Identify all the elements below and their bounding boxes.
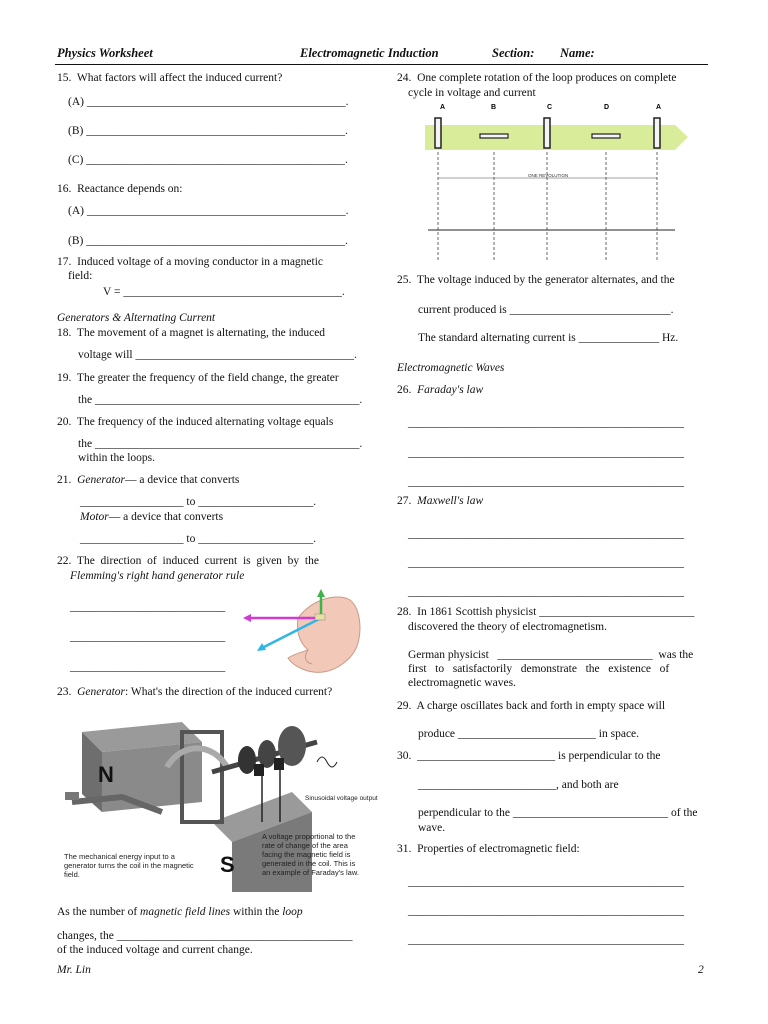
- q21-motor: Motor— a device that converts: [80, 511, 224, 523]
- q22: 22. The direction of induced current is given by the: [57, 555, 319, 567]
- q26: 26. Faraday's law: [397, 384, 484, 396]
- header-section: Section:: [492, 46, 535, 60]
- rot-label-1: B: [491, 104, 497, 111]
- sinusoidal-label: Sinusoidal voltage output: [305, 795, 378, 802]
- q27-blank-3: ________________________________________________: [408, 586, 684, 598]
- footer-teacher: Mr. Lin: [57, 964, 91, 976]
- as-tail: of the induced voltage and current change.: [57, 944, 253, 956]
- q27-blank-1: ________________________________________________: [408, 528, 684, 540]
- q15: 15. What factors will affect the induced current?: [57, 72, 283, 84]
- q19: 19. The greater the frequency of the field change, the greater: [57, 372, 339, 384]
- q30-d: wave.: [418, 822, 446, 834]
- q30-c: perpendicular to the ___________________________ of the: [418, 807, 698, 819]
- q15-a: (A) _____________________________________________.: [68, 96, 349, 108]
- q31-blank-1: ________________________________________________: [408, 876, 684, 888]
- q27-blank-2: ________________________________________________: [408, 557, 684, 569]
- as-changes: changes, the _________________________________________: [57, 930, 353, 942]
- q29-produce: produce ________________________ in space.: [418, 728, 640, 740]
- loop-c: [544, 118, 550, 148]
- rot-label-4: A: [656, 104, 662, 111]
- q17-field: field:: [68, 270, 93, 282]
- q28-d: first to satisfactorily demonstrate the existence of: [408, 663, 670, 675]
- q31: 31. Properties of electromagnetic field:: [397, 843, 580, 855]
- loop-d: [592, 134, 620, 138]
- q21-motor-blanks: __________________ to ____________________.: [80, 533, 317, 545]
- rot-label-2: C: [547, 104, 553, 111]
- header-rule: [55, 64, 708, 65]
- generator-figure: [62, 712, 378, 896]
- q29: 29. A charge oscillates back and forth in empty space will: [397, 700, 666, 712]
- q22-blank-2: ___________________________: [70, 631, 226, 643]
- rot-label-3: D: [604, 104, 610, 111]
- magenta-arrowhead: [243, 614, 251, 622]
- page-number: 2: [698, 964, 704, 976]
- rotation-diagram: [420, 100, 690, 265]
- magnet-s-label: S: [220, 852, 235, 877]
- conductor: [315, 614, 325, 620]
- q28: 28. In 1861 Scottish physicist ___________________________: [397, 606, 695, 618]
- brush-1: [254, 764, 264, 776]
- section-em-waves: Electromagnetic Waves: [397, 362, 505, 374]
- q25-current: current produced is ____________________________.: [418, 304, 674, 316]
- q15-c: (C) _____________________________________________.: [68, 154, 348, 166]
- q22-blank-1: ___________________________: [70, 601, 226, 613]
- q16-a: (A) _____________________________________________.: [68, 205, 349, 217]
- q20: 20. The frequency of the induced alternating voltage equals: [57, 416, 334, 428]
- q17-formula: V = ______________________________________.: [103, 286, 345, 298]
- q28-german: German physicist ___________________________ was the: [408, 649, 694, 661]
- q31-blank-2: ________________________________________________: [408, 905, 684, 917]
- header-title: Physics Worksheet: [57, 46, 153, 60]
- loop-a2: [654, 118, 660, 148]
- q21: 21. Generator— a device that converts: [57, 474, 240, 486]
- loop-a: [435, 118, 441, 148]
- section-generators: Generators & Alternating Current: [57, 312, 216, 324]
- q24-b: cycle in voltage and current: [408, 87, 536, 99]
- q30-b: ________________________, and both are: [418, 779, 619, 791]
- loop-b: [480, 134, 508, 138]
- caption-left: The mechanical energy input to a generator turns the coil in the magnetic field.: [64, 852, 194, 879]
- field-arrow-band: [425, 125, 688, 150]
- q20-tail: within the loops.: [78, 452, 155, 464]
- header-topic: Electromagnetic Induction: [300, 46, 439, 60]
- q28-b: discovered the theory of electromagnetism.: [408, 621, 607, 633]
- header-name: Name:: [560, 46, 595, 60]
- q21-generator-blanks: __________________ to ____________________.: [80, 496, 317, 508]
- rot-label-0: A: [440, 104, 446, 111]
- right-hand-rule-figure: [238, 588, 368, 680]
- q26-blank-1: ________________________________________________: [408, 417, 684, 429]
- one-rev-label: ONE REVOLUTION: [528, 173, 569, 178]
- q15-b: (B) _____________________________________________.: [68, 125, 348, 137]
- magnet-n-label: N: [98, 762, 114, 787]
- brush-2: [274, 758, 284, 770]
- q30: 30. ________________________ is perpendicular to the: [397, 750, 661, 762]
- slip-ring-2: [258, 740, 276, 768]
- q23: 23. Generator: What's the direction of the induced current?: [57, 686, 333, 698]
- q20-blank: the ______________________________________________.: [78, 438, 363, 450]
- q26-blank-2: ________________________________________________: [408, 447, 684, 459]
- q31-blank-3: ________________________________________________: [408, 934, 684, 946]
- q17: 17. Induced voltage of a moving conductor in a magnetic: [57, 256, 324, 268]
- q16: 16. Reactance depends on:: [57, 183, 183, 195]
- q22-rule: Flemming's right hand generator rule: [70, 570, 245, 582]
- q25: 25. The voltage induced by the generator alternates, and the: [397, 274, 675, 286]
- q18: 18. The movement of a magnet is alternating, the induced: [57, 327, 326, 339]
- q28-e: electromagnetic waves.: [408, 677, 516, 689]
- q18-blank: voltage will ______________________________________.: [78, 349, 357, 361]
- as-number: As the number of magnetic field lines within the loop: [57, 906, 303, 918]
- hand-shape: [288, 597, 360, 672]
- q16-b: (B) _____________________________________________.: [68, 235, 348, 247]
- q24: 24. One complete rotation of the loop produces on complete: [397, 72, 677, 84]
- q22-blank-3: ___________________________: [70, 661, 226, 673]
- q27: 27. Maxwell's law: [397, 495, 484, 507]
- crank-grip: [65, 792, 79, 800]
- caption-right: A voltage proportional to the rate of change of the area facing the magnetic field is generated in the coil. This is an example of Faraday's law.: [262, 832, 359, 877]
- green-arrowhead: [317, 589, 325, 597]
- slip-ring-1: [238, 746, 256, 774]
- q26-blank-3: ________________________________________________: [408, 476, 684, 488]
- q25-standard: The standard alternating current is ______________ Hz.: [418, 332, 679, 344]
- sine-symbol: [317, 757, 337, 767]
- q19-blank: the ______________________________________________.: [78, 394, 363, 406]
